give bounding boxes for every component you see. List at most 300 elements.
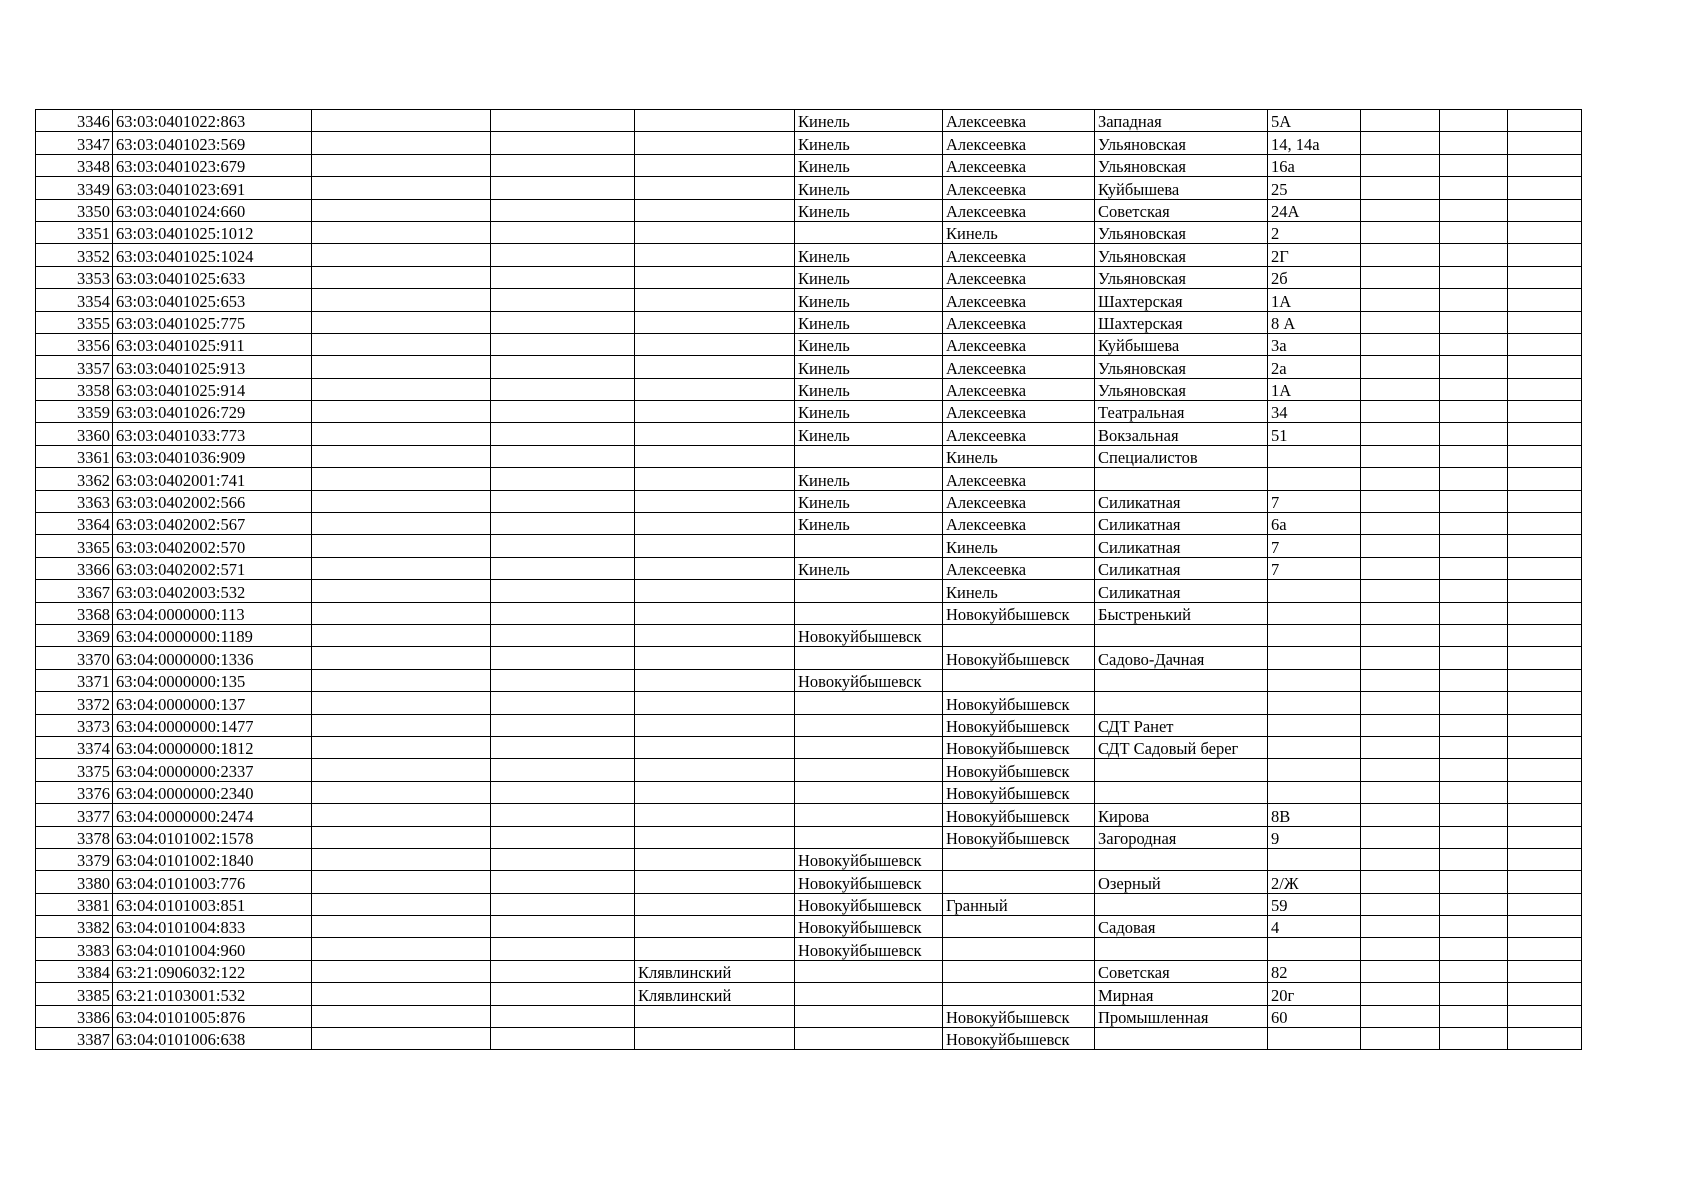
cell-col-12: [1508, 580, 1582, 602]
cell-row-number: 3361: [36, 445, 113, 467]
cell-street: Мирная: [1095, 983, 1268, 1005]
cell-col-3: [312, 132, 491, 154]
table-row: [36, 781, 1582, 803]
cell-col-10: [1361, 445, 1440, 467]
cell-city: Кинель: [795, 199, 943, 221]
cell-district: [635, 110, 795, 132]
cadastral-table: [35, 109, 1582, 1050]
cell-street: Промышленная: [1095, 1005, 1268, 1027]
cell-col-10: [1361, 154, 1440, 176]
cell-district: [635, 266, 795, 288]
cell-locality: Алексеевка: [943, 468, 1095, 490]
cell-col-11: [1440, 736, 1508, 758]
cell-col-11: [1440, 804, 1508, 826]
table-row: [36, 221, 1582, 243]
cell-street: Силикатная: [1095, 557, 1268, 579]
cell-district: [635, 333, 795, 355]
cell-cadastral-number: 63:04:0000000:137: [113, 692, 312, 714]
cell-house-number: 2б: [1268, 266, 1361, 288]
cell-col-3: [312, 602, 491, 624]
table-row: [36, 289, 1582, 311]
table-row: [36, 513, 1582, 535]
cell-street: Быстренький: [1095, 602, 1268, 624]
cell-house-number: [1268, 938, 1361, 960]
table-row: [36, 624, 1582, 646]
cell-col-3: [312, 804, 491, 826]
table-row: [36, 266, 1582, 288]
cell-col-12: [1508, 736, 1582, 758]
cell-house-number: 7: [1268, 490, 1361, 512]
cell-locality: Алексеевка: [943, 311, 1095, 333]
cell-cadastral-number: 63:04:0000000:135: [113, 669, 312, 691]
cell-locality: Новокуйбышевск: [943, 781, 1095, 803]
cell-col-12: [1508, 289, 1582, 311]
cell-city: [795, 602, 943, 624]
cell-row-number: 3368: [36, 602, 113, 624]
cell-col-12: [1508, 1005, 1582, 1027]
cell-district: [635, 624, 795, 646]
cell-cadastral-number: 63:03:0401025:913: [113, 356, 312, 378]
cell-cadastral-number: 63:03:0401025:911: [113, 333, 312, 355]
cell-col-11: [1440, 1005, 1508, 1027]
cell-locality: [943, 848, 1095, 870]
cell-house-number: 4: [1268, 916, 1361, 938]
cell-house-number: 1А: [1268, 289, 1361, 311]
cell-house-number: [1268, 848, 1361, 870]
cell-cadastral-number: 63:03:0402002:567: [113, 513, 312, 535]
cell-cadastral-number: 63:03:0402002:566: [113, 490, 312, 512]
cell-district: Клявлинский: [635, 960, 795, 982]
cell-row-number: 3369: [36, 624, 113, 646]
cell-col-10: [1361, 580, 1440, 602]
cell-house-number: 7: [1268, 535, 1361, 557]
cell-col-3: [312, 289, 491, 311]
cell-cadastral-number: 63:03:0401023:691: [113, 177, 312, 199]
cell-district: [635, 804, 795, 826]
cell-locality: Алексеевка: [943, 401, 1095, 423]
cell-col-10: [1361, 983, 1440, 1005]
cell-cadastral-number: 63:04:0101004:960: [113, 938, 312, 960]
cell-district: [635, 468, 795, 490]
cell-locality: Кинель: [943, 445, 1095, 467]
cell-cadastral-number: 63:03:0401025:914: [113, 378, 312, 400]
cell-col-11: [1440, 916, 1508, 938]
cell-col-3: [312, 1028, 491, 1050]
cell-city: Кинель: [795, 244, 943, 266]
cell-house-number: 20г: [1268, 983, 1361, 1005]
cell-row-number: 3379: [36, 848, 113, 870]
cell-row-number: 3378: [36, 826, 113, 848]
cell-col-3: [312, 244, 491, 266]
cell-row-number: 3352: [36, 244, 113, 266]
cell-col-4: [491, 333, 635, 355]
cell-cadastral-number: 63:21:0906032:122: [113, 960, 312, 982]
cell-col-10: [1361, 289, 1440, 311]
cell-col-3: [312, 669, 491, 691]
cell-street: [1095, 759, 1268, 781]
cell-cadastral-number: 63:03:0401036:909: [113, 445, 312, 467]
cell-cadastral-number: 63:04:0101006:638: [113, 1028, 312, 1050]
cell-col-12: [1508, 535, 1582, 557]
cell-col-11: [1440, 401, 1508, 423]
cell-col-10: [1361, 1028, 1440, 1050]
cell-col-10: [1361, 177, 1440, 199]
cell-col-3: [312, 893, 491, 915]
cell-row-number: 3377: [36, 804, 113, 826]
table-row: [36, 154, 1582, 176]
cell-locality: Алексеевка: [943, 266, 1095, 288]
cell-street: СДТ Садовый берег: [1095, 736, 1268, 758]
cell-street: Западная: [1095, 110, 1268, 132]
cell-col-3: [312, 468, 491, 490]
cell-row-number: 3370: [36, 647, 113, 669]
cell-street: Садовая: [1095, 916, 1268, 938]
cell-house-number: 14, 14а: [1268, 132, 1361, 154]
cell-col-10: [1361, 110, 1440, 132]
cell-col-11: [1440, 132, 1508, 154]
cell-house-number: 16а: [1268, 154, 1361, 176]
cell-city: Новокуйбышевск: [795, 669, 943, 691]
cell-col-4: [491, 535, 635, 557]
cell-col-10: [1361, 557, 1440, 579]
cell-col-3: [312, 333, 491, 355]
cell-locality: Кинель: [943, 535, 1095, 557]
cell-city: [795, 804, 943, 826]
cell-col-10: [1361, 893, 1440, 915]
cell-col-12: [1508, 602, 1582, 624]
cell-col-3: [312, 445, 491, 467]
cell-col-11: [1440, 624, 1508, 646]
cell-street: [1095, 692, 1268, 714]
cell-row-number: 3384: [36, 960, 113, 982]
cell-city: Кинель: [795, 378, 943, 400]
cell-house-number: 5А: [1268, 110, 1361, 132]
cell-col-4: [491, 445, 635, 467]
cell-cadastral-number: 63:04:0000000:2340: [113, 781, 312, 803]
cell-col-11: [1440, 423, 1508, 445]
cell-col-12: [1508, 624, 1582, 646]
cell-locality: Алексеевка: [943, 199, 1095, 221]
cell-row-number: 3348: [36, 154, 113, 176]
cell-city: [795, 960, 943, 982]
cell-district: [635, 490, 795, 512]
cell-row-number: 3346: [36, 110, 113, 132]
cell-row-number: 3359: [36, 401, 113, 423]
table-row: [36, 535, 1582, 557]
cell-col-12: [1508, 692, 1582, 714]
cell-district: [635, 647, 795, 669]
table-row: [36, 804, 1582, 826]
cell-col-3: [312, 826, 491, 848]
cell-street: Ульяновская: [1095, 221, 1268, 243]
cell-city: Кинель: [795, 266, 943, 288]
cell-col-12: [1508, 916, 1582, 938]
table-row: [36, 759, 1582, 781]
cell-cadastral-number: 63:03:0401024:660: [113, 199, 312, 221]
cell-locality: Новокуйбышевск: [943, 804, 1095, 826]
cell-col-12: [1508, 714, 1582, 736]
cell-cadastral-number: 63:04:0101002:1578: [113, 826, 312, 848]
cell-street: Шахтерская: [1095, 311, 1268, 333]
cell-col-12: [1508, 647, 1582, 669]
table-row: [36, 490, 1582, 512]
cell-row-number: 3358: [36, 378, 113, 400]
cell-city: Кинель: [795, 311, 943, 333]
cell-house-number: [1268, 624, 1361, 646]
cell-col-12: [1508, 401, 1582, 423]
cell-row-number: 3386: [36, 1005, 113, 1027]
cell-locality: Новокуйбышевск: [943, 759, 1095, 781]
cell-locality: Алексеевка: [943, 378, 1095, 400]
cell-row-number: 3371: [36, 669, 113, 691]
cell-row-number: 3385: [36, 983, 113, 1005]
cell-col-10: [1361, 535, 1440, 557]
cell-city: Новокуйбышевск: [795, 938, 943, 960]
cell-street: Театральная: [1095, 401, 1268, 423]
table-row: [36, 199, 1582, 221]
cell-col-11: [1440, 759, 1508, 781]
cell-col-4: [491, 624, 635, 646]
cell-street: Силикатная: [1095, 535, 1268, 557]
cell-cadastral-number: 63:03:0401025:1012: [113, 221, 312, 243]
cell-col-12: [1508, 423, 1582, 445]
cell-row-number: 3366: [36, 557, 113, 579]
cell-col-11: [1440, 266, 1508, 288]
cell-col-3: [312, 1005, 491, 1027]
cell-district: [635, 826, 795, 848]
cell-col-3: [312, 983, 491, 1005]
cell-street: Ульяновская: [1095, 378, 1268, 400]
cell-col-3: [312, 714, 491, 736]
cell-col-3: [312, 378, 491, 400]
cell-city: [795, 445, 943, 467]
cell-col-11: [1440, 154, 1508, 176]
table-row: [36, 401, 1582, 423]
cell-house-number: [1268, 602, 1361, 624]
cell-locality: Алексеевка: [943, 244, 1095, 266]
cell-district: [635, 199, 795, 221]
table-row: [36, 356, 1582, 378]
cell-col-3: [312, 960, 491, 982]
cell-street: [1095, 848, 1268, 870]
cell-district: [635, 356, 795, 378]
cell-col-3: [312, 871, 491, 893]
cell-city: [795, 221, 943, 243]
cell-city: Кинель: [795, 490, 943, 512]
cell-col-10: [1361, 781, 1440, 803]
table-body: [36, 110, 1582, 1050]
table-row: [36, 848, 1582, 870]
cell-district: [635, 221, 795, 243]
cell-house-number: [1268, 1028, 1361, 1050]
cell-street: Ульяновская: [1095, 154, 1268, 176]
cell-row-number: 3357: [36, 356, 113, 378]
cell-col-11: [1440, 177, 1508, 199]
cell-locality: Новокуйбышевск: [943, 714, 1095, 736]
cell-col-4: [491, 401, 635, 423]
table-row: [36, 826, 1582, 848]
cell-cadastral-number: 63:04:0101004:833: [113, 916, 312, 938]
cell-cadastral-number: 63:04:0101005:876: [113, 1005, 312, 1027]
cell-locality: Алексеевка: [943, 333, 1095, 355]
cell-row-number: 3351: [36, 221, 113, 243]
cell-city: Новокуйбышевск: [795, 916, 943, 938]
cell-city: Кинель: [795, 356, 943, 378]
table-row: [36, 736, 1582, 758]
cell-city: [795, 692, 943, 714]
cell-city: Кинель: [795, 401, 943, 423]
cell-col-4: [491, 244, 635, 266]
cell-locality: [943, 960, 1095, 982]
cell-cadastral-number: 63:03:0402003:532: [113, 580, 312, 602]
cell-cadastral-number: 63:03:0401025:653: [113, 289, 312, 311]
cell-col-3: [312, 624, 491, 646]
cell-col-3: [312, 154, 491, 176]
table-row: [36, 333, 1582, 355]
cell-col-4: [491, 714, 635, 736]
cell-row-number: 3360: [36, 423, 113, 445]
cell-col-11: [1440, 378, 1508, 400]
cell-street: Ульяновская: [1095, 266, 1268, 288]
cell-col-11: [1440, 692, 1508, 714]
cell-row-number: 3354: [36, 289, 113, 311]
cell-cadastral-number: 63:03:0402002:570: [113, 535, 312, 557]
table-row: [36, 378, 1582, 400]
cell-col-4: [491, 580, 635, 602]
cell-row-number: 3376: [36, 781, 113, 803]
cell-col-4: [491, 759, 635, 781]
cell-col-11: [1440, 871, 1508, 893]
cell-col-11: [1440, 311, 1508, 333]
cell-row-number: 3373: [36, 714, 113, 736]
cell-row-number: 3363: [36, 490, 113, 512]
cell-col-4: [491, 960, 635, 982]
cell-cadastral-number: 63:03:0402002:571: [113, 557, 312, 579]
cell-city: Кинель: [795, 423, 943, 445]
cell-col-11: [1440, 781, 1508, 803]
cell-locality: Алексеевка: [943, 110, 1095, 132]
table-row: [36, 602, 1582, 624]
cell-street: Кирова: [1095, 804, 1268, 826]
cell-district: [635, 781, 795, 803]
cell-locality: Алексеевка: [943, 177, 1095, 199]
cell-col-10: [1361, 311, 1440, 333]
cell-cadastral-number: 63:21:0103001:532: [113, 983, 312, 1005]
cell-row-number: 3372: [36, 692, 113, 714]
cell-col-12: [1508, 826, 1582, 848]
cell-house-number: [1268, 580, 1361, 602]
cell-city: Кинель: [795, 557, 943, 579]
cell-city: Кинель: [795, 110, 943, 132]
cell-col-4: [491, 669, 635, 691]
cell-col-4: [491, 893, 635, 915]
cell-street: Советская: [1095, 199, 1268, 221]
table-row: [36, 692, 1582, 714]
cell-street: Силикатная: [1095, 580, 1268, 602]
cell-col-11: [1440, 199, 1508, 221]
table-row: [36, 445, 1582, 467]
cell-street: Силикатная: [1095, 490, 1268, 512]
cell-city: Кинель: [795, 154, 943, 176]
cell-col-11: [1440, 826, 1508, 848]
cell-house-number: [1268, 669, 1361, 691]
cell-col-10: [1361, 624, 1440, 646]
cell-city: [795, 647, 943, 669]
cell-col-3: [312, 199, 491, 221]
cell-row-number: 3383: [36, 938, 113, 960]
cell-col-3: [312, 692, 491, 714]
cell-col-3: [312, 759, 491, 781]
cell-house-number: [1268, 468, 1361, 490]
cell-col-3: [312, 736, 491, 758]
cell-city: Новокуйбышевск: [795, 624, 943, 646]
cell-row-number: 3374: [36, 736, 113, 758]
table-row: [36, 244, 1582, 266]
cell-col-11: [1440, 445, 1508, 467]
cell-locality: [943, 669, 1095, 691]
cell-locality: [943, 871, 1095, 893]
cell-house-number: 9: [1268, 826, 1361, 848]
cell-col-11: [1440, 1028, 1508, 1050]
cell-row-number: 3353: [36, 266, 113, 288]
cell-col-10: [1361, 423, 1440, 445]
cell-col-3: [312, 266, 491, 288]
cell-cadastral-number: 63:03:0401023:569: [113, 132, 312, 154]
cell-cadastral-number: 63:04:0000000:1477: [113, 714, 312, 736]
cell-district: [635, 513, 795, 535]
cell-row-number: 3381: [36, 893, 113, 915]
cell-district: [635, 445, 795, 467]
cell-col-4: [491, 848, 635, 870]
cell-col-12: [1508, 893, 1582, 915]
cell-col-4: [491, 110, 635, 132]
cell-house-number: [1268, 647, 1361, 669]
cell-col-11: [1440, 333, 1508, 355]
cell-district: [635, 423, 795, 445]
cell-locality: Алексеевка: [943, 557, 1095, 579]
cell-city: [795, 759, 943, 781]
cell-district: [635, 759, 795, 781]
table-row: [36, 177, 1582, 199]
cell-col-4: [491, 199, 635, 221]
cell-locality: [943, 983, 1095, 1005]
cell-street: Куйбышева: [1095, 177, 1268, 199]
cell-house-number: 2/Ж: [1268, 871, 1361, 893]
cell-col-4: [491, 826, 635, 848]
cell-district: [635, 669, 795, 691]
cell-row-number: 3355: [36, 311, 113, 333]
cell-house-number: 34: [1268, 401, 1361, 423]
cell-locality: Алексеевка: [943, 356, 1095, 378]
cell-col-10: [1361, 333, 1440, 355]
cell-col-4: [491, 423, 635, 445]
cell-col-10: [1361, 692, 1440, 714]
cell-street: Специалистов: [1095, 445, 1268, 467]
cell-row-number: 3380: [36, 871, 113, 893]
cell-house-number: 2: [1268, 221, 1361, 243]
cell-district: [635, 916, 795, 938]
cell-col-4: [491, 356, 635, 378]
cell-house-number: 25: [1268, 177, 1361, 199]
cell-district: [635, 580, 795, 602]
cell-col-11: [1440, 647, 1508, 669]
cell-col-12: [1508, 983, 1582, 1005]
cell-district: [635, 244, 795, 266]
cell-locality: Алексеевка: [943, 513, 1095, 535]
cell-col-3: [312, 221, 491, 243]
cell-city: Новокуйбышевск: [795, 871, 943, 893]
table-row: [36, 916, 1582, 938]
